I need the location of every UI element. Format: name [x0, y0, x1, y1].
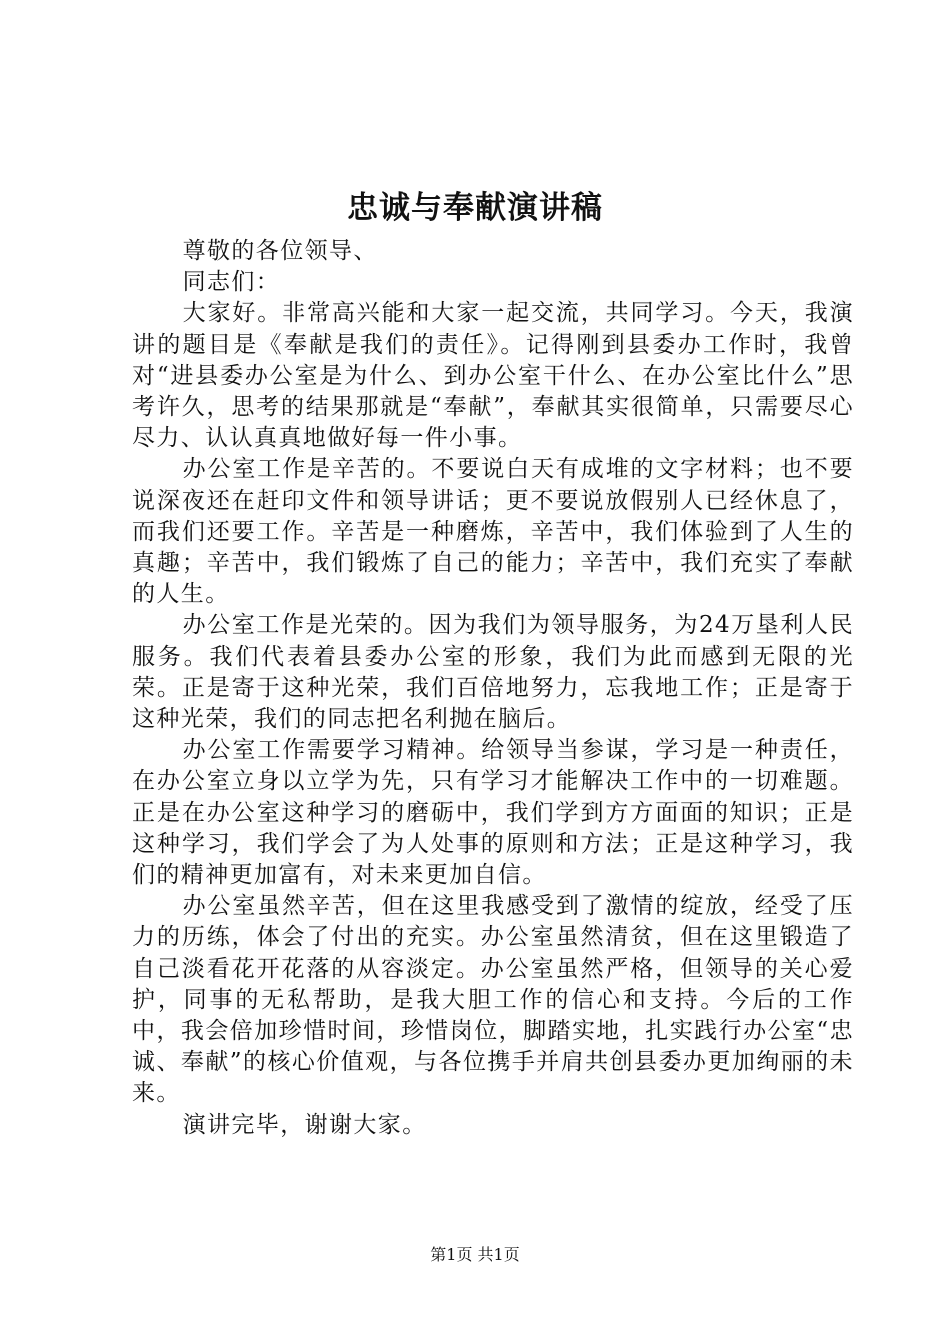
body-paragraph-2: 办公室工作是辛苦的。不要说白天有成堆的文字材料；也不要说深夜还在赶印文件和领导讲话；更不要说放假别人已经休息了，而我们还要工作。辛苦是一种磨炼，辛苦中，我们体验到了人生的真趣；辛苦中，我们锻炼了自己的能力；辛苦中，我们充实了奉献的人生。	[132, 456, 854, 608]
document-title: 忠诚与奉献演讲稿	[347, 190, 603, 226]
page-number-footer: 第1页 共1页	[430, 1245, 520, 1264]
greeting-line-2: 同志们：	[182, 269, 281, 296]
body-paragraph-1: 大家好。非常高兴能和大家一起交流，共同学习。今天，我演讲的题目是《奉献是我们的责任》。记得刚到县委办工作时，我曾对“进县委办公室是为什么、到办公室干什么、在办公室比什么”思考许久，思考的结果那就是“奉献”，奉献其实很简单，只需要尽心尽力、认认真真地做好每一件小事。	[132, 300, 854, 452]
closing-line: 演讲完毕，谢谢大家。	[182, 1111, 427, 1138]
body-paragraph-4: 办公室工作需要学习精神。给领导当参谋，学习是一种责任，在办公室立身以立学为先，只有学习才能解决工作中的一切难题。正是在办公室这种学习的磨砺中，我们学到方方面面的知识；正是这种学习，我们学会了为人处事的原则和方法；正是这种学习，我们的精神更加富有，对未来更加自信。	[132, 737, 854, 889]
greeting-line-1: 尊敬的各位领导、	[182, 238, 378, 264]
body-paragraph-5: 办公室虽然辛苦，但在这里我感受到了激情的绽放，经受了压力的历练，体会了付出的充实。办公室虽然清贫，但在这里锻造了自己淡看花开花落的从容淡定。办公室虽然严格，但领导的关心爱护，同事的无私帮助，是我大胆工作的信心和支持。今后的工作中，我会倍加珍惜时间，珍惜岗位，脚踏实地，扎实践行办公室“忠诚、奉献”的核心价值观，与各位携手并肩共创县委办更加绚丽的未来。	[132, 893, 854, 1107]
document-body	[132, 236, 854, 1141]
body-paragraph-3: 办公室工作是光荣的。因为我们为领导服务，为24万垦利人民服务。我们代表着县委办公室的形象，我们为此而感到无限的光荣。正是寄于这种光荣，我们百倍地努力，忘我地工作；正是寄于这种光荣，我们的同志把名利抛在脑后。	[132, 612, 854, 733]
